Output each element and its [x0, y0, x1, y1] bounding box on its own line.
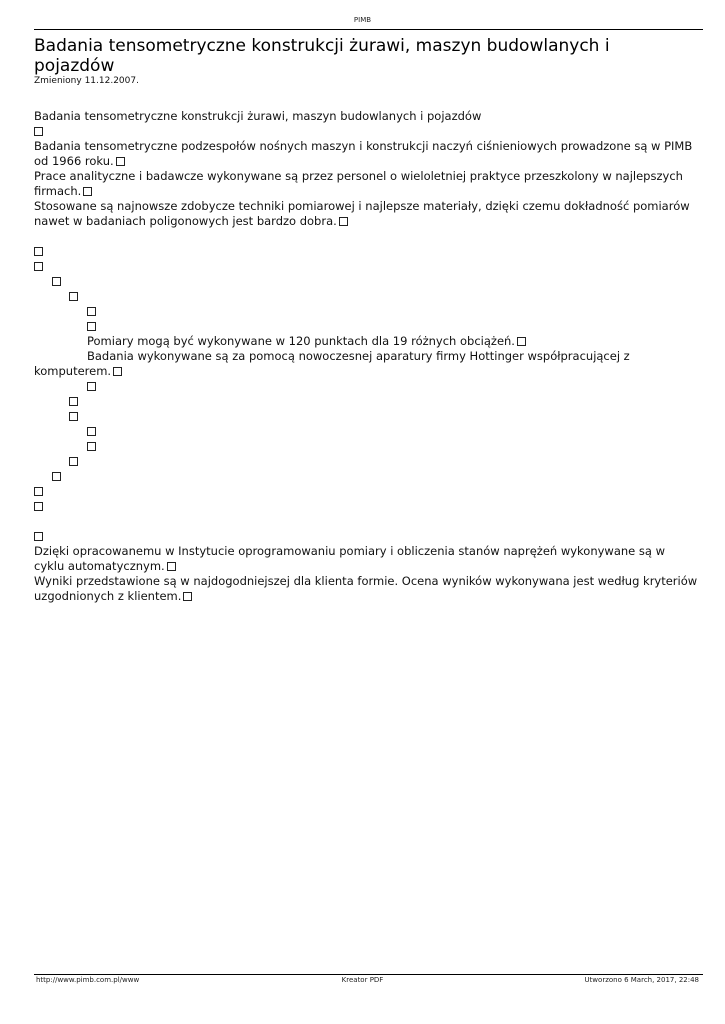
paragraph-text: Badania tensometryczne podzespołów nośnych maszyn i konstrukcji naczyń ciśnieniowych prowadzone są w PIMB od 1966 roku. — [34, 139, 693, 168]
missing-glyph-icon — [34, 262, 43, 271]
missing-glyph-icon — [339, 217, 348, 226]
missing-glyph-icon — [52, 472, 61, 481]
missing-glyph-icon — [34, 247, 43, 256]
missing-glyph-icon — [69, 457, 78, 466]
missing-glyph-icon — [167, 562, 176, 571]
missing-glyph-icon — [87, 442, 96, 451]
placeholder-line — [34, 499, 698, 514]
header-divider — [34, 29, 703, 30]
placeholder-line — [34, 394, 698, 409]
paragraph — [34, 349, 698, 379]
placeholder-line — [34, 319, 698, 334]
placeholder-line — [34, 289, 698, 304]
spacer — [34, 514, 698, 529]
page-header: PIMB — [353, 16, 372, 24]
spacer — [34, 229, 698, 244]
missing-glyph-icon — [69, 412, 78, 421]
footer-divider — [34, 974, 703, 975]
footer-url: http://www.pimb.com.pl/www — [36, 976, 140, 984]
placeholder-line — [34, 484, 698, 499]
missing-glyph-icon — [83, 187, 92, 196]
missing-glyph-icon — [183, 592, 192, 601]
paragraph — [34, 544, 698, 574]
paragraph-text: Prace analityczne i badawcze wykonywane są przez personel o wieloletniej praktyce przeszkolony w najlepszych firmach. — [34, 169, 683, 198]
paragraph — [34, 139, 698, 169]
placeholder-line — [34, 454, 698, 469]
paragraph-text: Wyniki przedstawione są w najdogodniejszej dla klienta formie. Ocena wyników wykonywana jest według kryteriów uzgodnionych z klientem. — [34, 574, 698, 603]
placeholder-line — [34, 409, 698, 424]
missing-glyph-icon — [34, 502, 43, 511]
placeholder-line — [34, 274, 698, 289]
paragraph-text: Pomiary mogą być wykonywane w 120 punktach dla 19 różnych obciążeń. — [87, 334, 515, 348]
placeholder-line — [34, 124, 698, 139]
placeholder-line — [34, 439, 698, 454]
missing-glyph-icon — [517, 337, 526, 346]
footer-created: Utworzono 6 March, 2017, 22:48 — [584, 976, 699, 984]
paragraph — [34, 199, 698, 229]
modified-date: Zmieniony 11.12.2007. — [34, 76, 139, 86]
missing-glyph-icon — [52, 277, 61, 286]
paragraph-text: Dzięki opracowanemu w Instytucie oprogramowaniu pomiary i obliczenia stanów naprężeń wykonywane są w cyklu automatycznym. — [34, 544, 665, 573]
article-heading: Badania tensometryczne konstrukcji żurawi, maszyn budowlanych i pojazdów — [34, 109, 482, 123]
page-title: Badania tensometryczne konstrukcji żurawi, maszyn budowlanych i pojazdów — [34, 36, 610, 76]
missing-glyph-icon — [87, 427, 96, 436]
footer-generator: Kreator PDF — [341, 976, 384, 984]
paragraph — [34, 169, 698, 199]
missing-glyph-icon — [87, 307, 96, 316]
article-body — [34, 109, 698, 604]
missing-glyph-icon — [116, 157, 125, 166]
paragraph — [34, 334, 698, 349]
missing-glyph-icon — [69, 292, 78, 301]
missing-glyph-icon — [113, 367, 122, 376]
placeholder-line — [34, 304, 698, 319]
placeholder-line — [34, 379, 698, 394]
missing-glyph-icon — [34, 487, 43, 496]
paragraph-text: Stosowane są najnowsze zdobycze techniki pomiarowej i najlepsze materiały, dzięki czemu dokładność pomiarów nawet w badaniach poligonowych jest bardzo dobra. — [34, 199, 690, 228]
placeholder-line — [34, 259, 698, 274]
placeholder-line — [34, 244, 698, 259]
placeholder-line — [34, 529, 698, 544]
paragraph-text: Badania wykonywane są za pomocą nowoczesnej aparatury firmy Hottinger współpracującej z komputerem. — [34, 349, 630, 378]
placeholder-line — [34, 469, 698, 484]
missing-glyph-icon — [34, 127, 43, 136]
missing-glyph-icon — [87, 382, 96, 391]
missing-glyph-icon — [69, 397, 78, 406]
missing-glyph-icon — [34, 532, 43, 541]
missing-glyph-icon — [87, 322, 96, 331]
placeholder-line — [34, 424, 698, 439]
paragraph — [34, 574, 698, 604]
